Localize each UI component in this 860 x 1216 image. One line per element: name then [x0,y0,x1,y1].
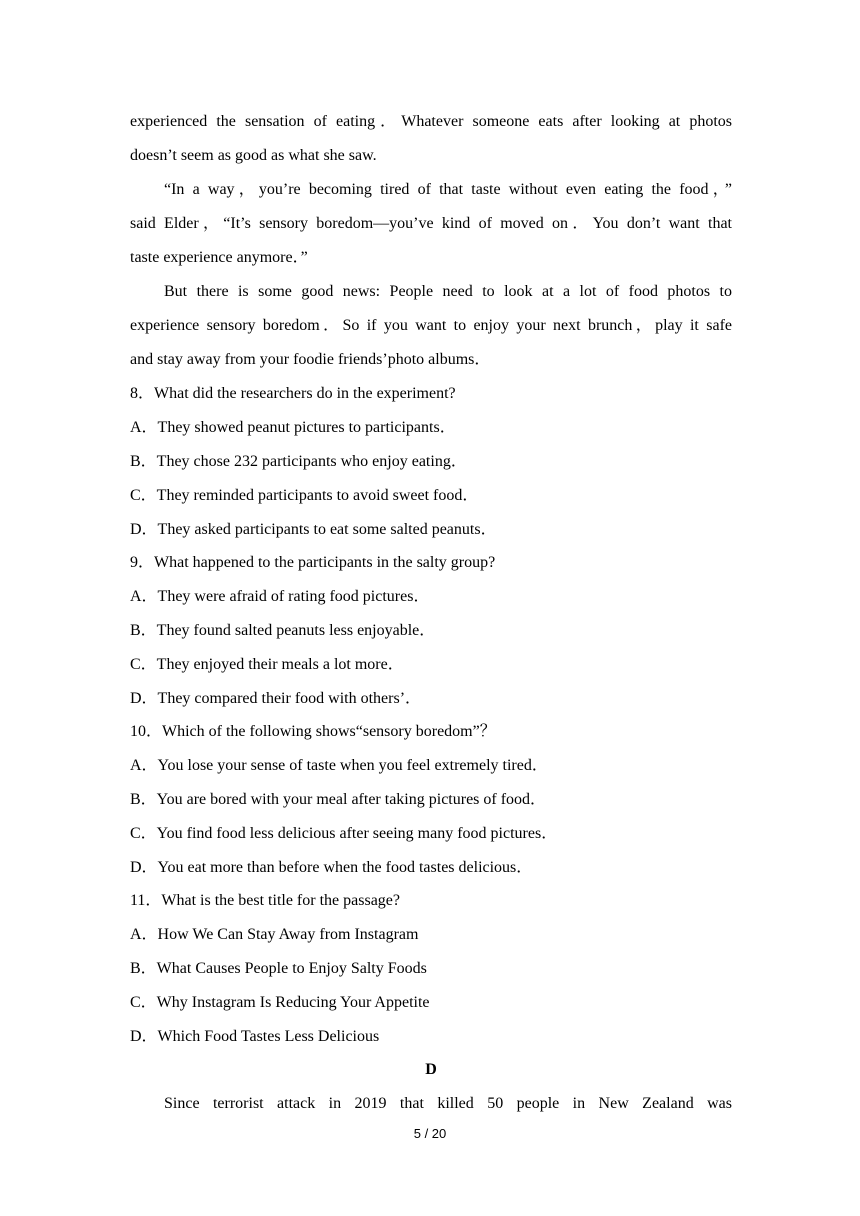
answer-option: B．They found salted peanuts less enjoyable． [130,622,436,639]
page-number: 5 / 20 [413,1126,447,1141]
answer-option: A．How We Can Stay Away from Instagram [130,926,419,943]
question-stem: 11．What is the best title for the passage? [130,892,400,909]
passage-line: said Elder，“It’s sensory boredom—you’ve kind of moved on．You don’t want that [130,215,732,232]
answer-option: D．You eat more than before when the food tastes delicious． [130,859,533,876]
question-stem: 9．What happened to the participants in the salty group? [130,554,496,571]
answer-option: D．They asked participants to eat some salted peanuts． [130,521,497,538]
answer-option: A．They were afraid of rating food pictures． [130,588,430,605]
answer-option: B．They chose 232 participants who enjoy eating． [130,453,467,470]
answer-option: B．You are bored with your meal after taking pictures of food． [130,791,547,808]
question-stem: 8．What did the researchers do in the experiment? [130,385,456,402]
passage-line: “In a way，you’re becoming tired of that taste without even eating the food，” [164,181,732,198]
passage-line: taste experience anymore．” [130,249,308,266]
answer-option: D．Which Food Tastes Less Delicious [130,1028,380,1045]
passage-line: But there is some good news: People need to look at a lot of food photos to [164,283,732,300]
passage-line: doesn’t seem as good as what she saw. [130,147,377,164]
answer-option: B．What Causes People to Enjoy Salty Foods [130,960,427,977]
answer-option: C．You find food less delicious after seeing many food pictures． [130,825,558,842]
answer-option: C．Why Instagram Is Reducing Your Appetite [130,994,430,1011]
answer-option: D．They compared their food with others’． [130,690,422,707]
answer-option: A．They showed peanut pictures to participants． [130,419,456,436]
passage-line: and stay away from your foodie friends’photo albums． [130,351,491,368]
section-heading: D [425,1061,437,1078]
passage-line: experienced the sensation of eating．Whatever someone eats after looking at photos [130,113,732,130]
answer-option: C．They reminded participants to avoid sweet food． [130,487,479,504]
passage-line: Since terrorist attack in 2019 that killed 50 people in New Zealand was [164,1095,732,1112]
question-stem: 10．Which of the following shows“sensory boredom”？ [130,723,496,740]
answer-option: A．You lose your sense of taste when you feel extremely tired． [130,757,548,774]
passage-line: experience sensory boredom．So if you want to enjoy your next brunch，play it safe [130,317,732,334]
answer-option: C．They enjoyed their meals a lot more． [130,656,404,673]
